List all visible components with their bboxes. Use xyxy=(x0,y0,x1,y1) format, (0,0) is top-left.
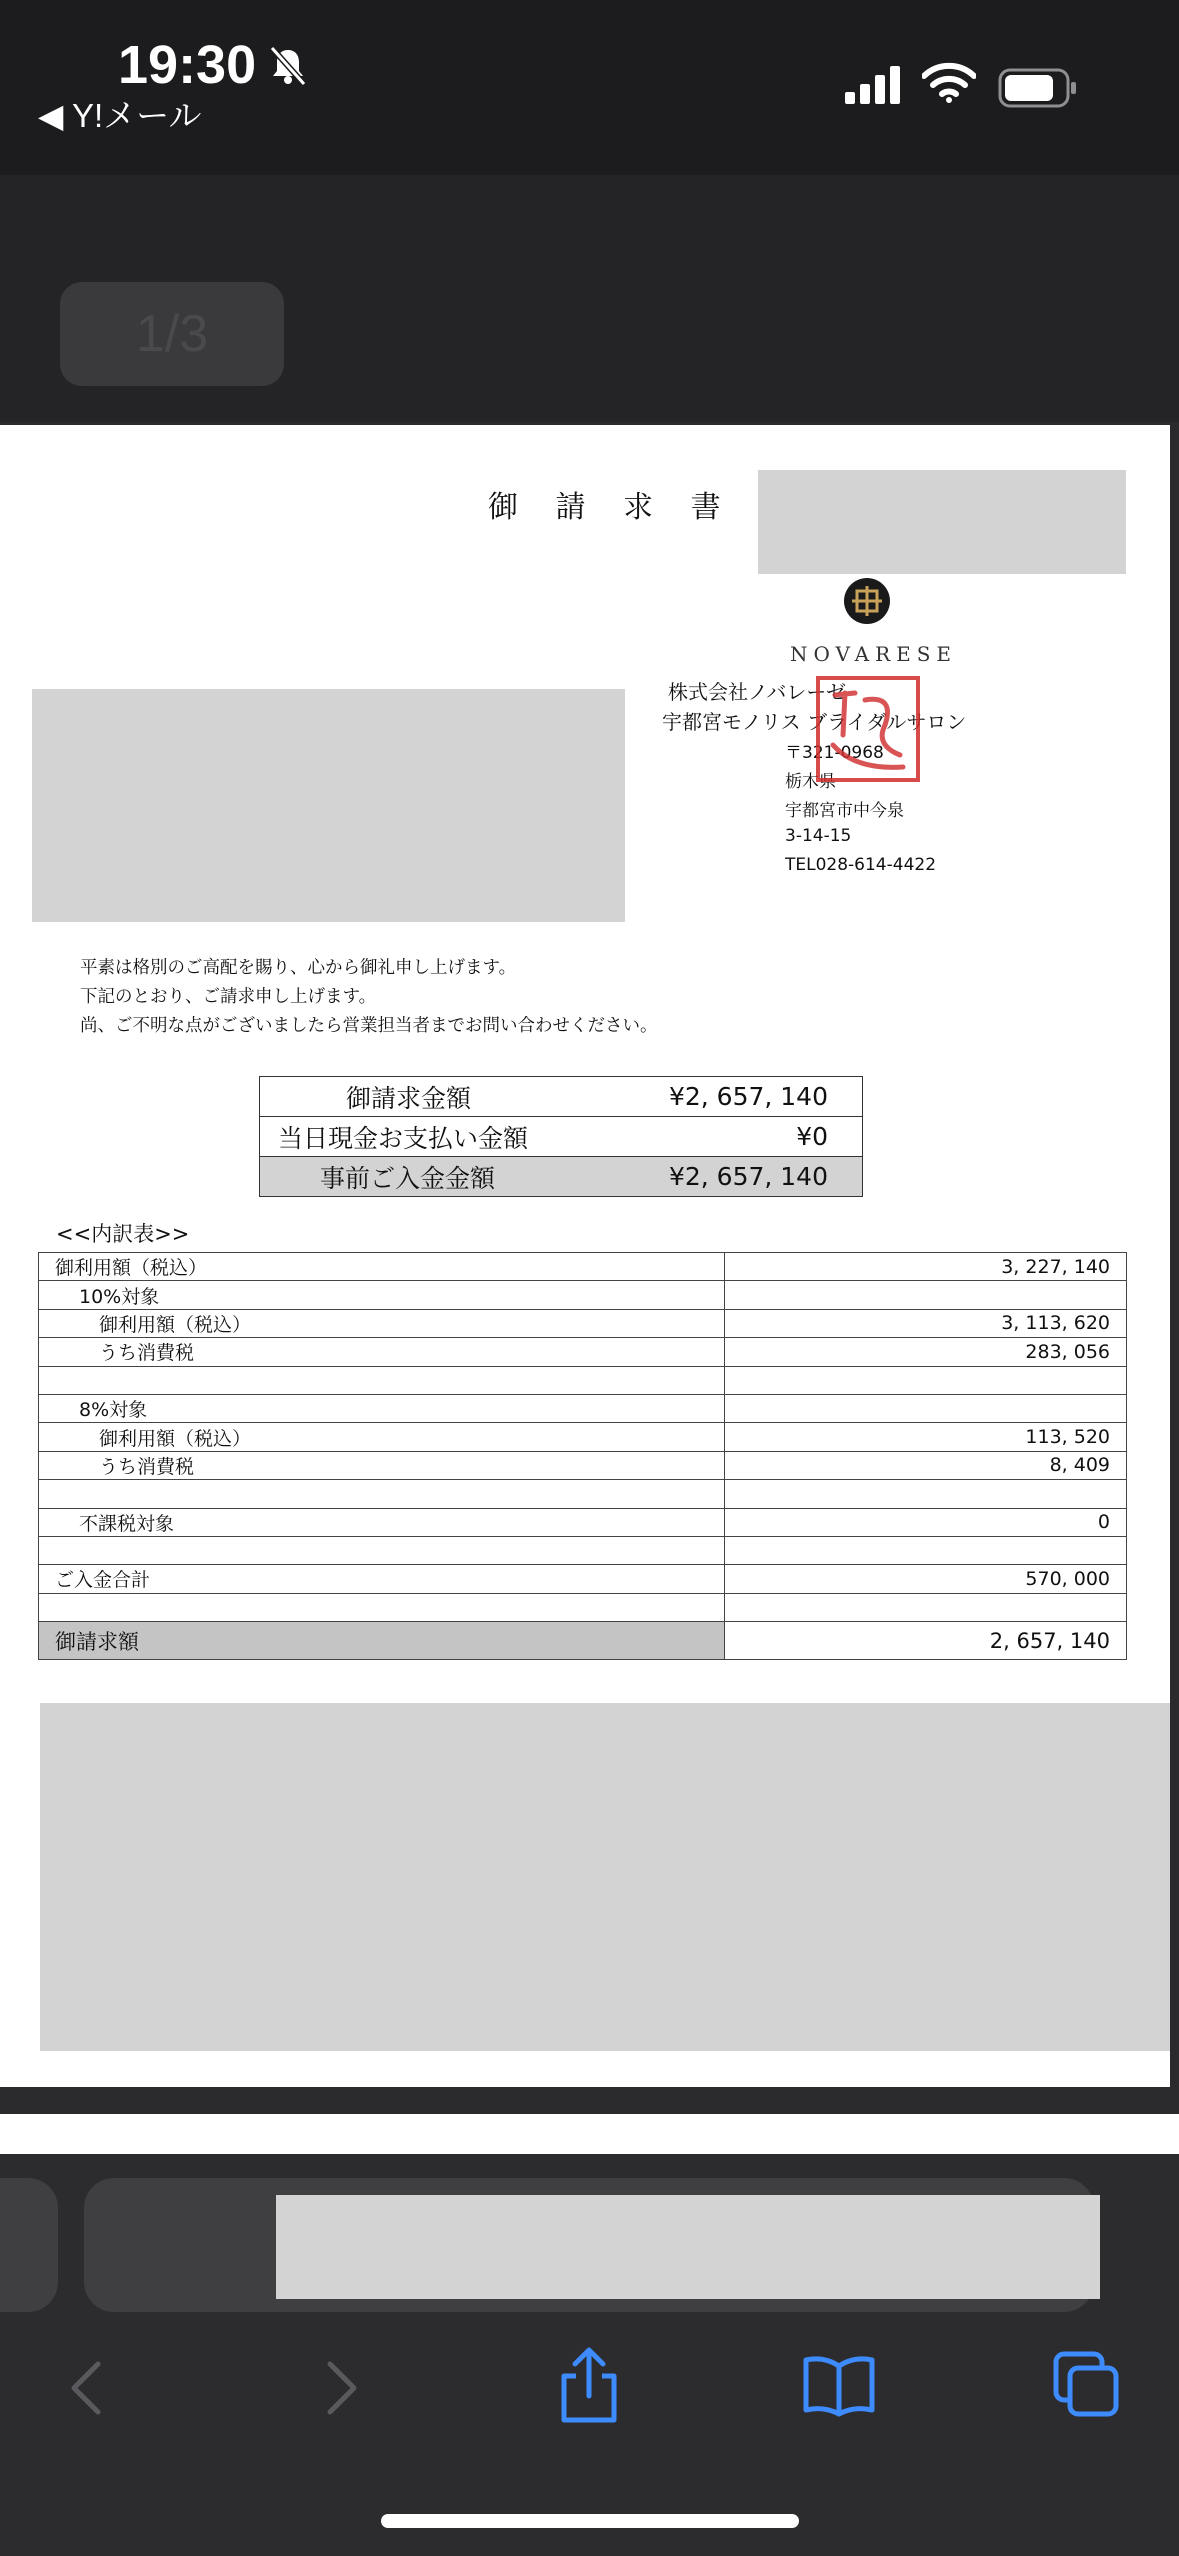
company-name: 株式会社ノバレーゼ xyxy=(668,680,846,704)
company-prefecture: 栃木県 xyxy=(785,772,836,792)
share-icon[interactable] xyxy=(556,2346,622,2426)
summary-label: 当日現金お支払い金額 xyxy=(260,1117,616,1157)
row-label: 8%対象 xyxy=(39,1394,725,1422)
novarese-logo-icon xyxy=(844,578,890,624)
table-row xyxy=(39,1593,1127,1621)
summary-row xyxy=(260,1117,863,1157)
status-time: 19:30 xyxy=(118,35,257,95)
tabs-icon[interactable] xyxy=(1052,2350,1122,2420)
table-row xyxy=(39,1536,1127,1564)
row-label: 不課税対象 xyxy=(39,1508,725,1536)
redacted-notes xyxy=(40,1703,1170,2051)
row-label: 御利用額（税込） xyxy=(39,1423,725,1451)
cellular-signal-icon xyxy=(845,64,905,104)
summary-amount: ¥2, 657, 140 xyxy=(616,1157,863,1197)
bookmarks-icon[interactable] xyxy=(802,2352,876,2418)
row-label: 10%対象 xyxy=(39,1281,725,1309)
company-logo-text: NOVARESE xyxy=(790,642,958,666)
row-value: 113, 520 xyxy=(725,1423,1127,1451)
company-city: 宇都宮市中今泉 xyxy=(785,801,904,821)
table-row xyxy=(39,1338,1127,1366)
greeting-line-3: 尚、ご不明な点がございましたら営業担当者までお問い合わせください。 xyxy=(80,1016,658,1036)
billing-summary-table xyxy=(259,1076,863,1197)
company-street: 3-14-15 xyxy=(785,826,852,846)
previous-tab-pill[interactable] xyxy=(0,2178,58,2312)
row-value: 8, 409 xyxy=(725,1451,1127,1479)
table-row xyxy=(39,1508,1127,1536)
table-row xyxy=(39,1394,1127,1422)
status-bar xyxy=(0,0,1179,175)
table-row xyxy=(39,1423,1127,1451)
company-postal: 〒321-0968 xyxy=(785,743,884,763)
table-row-total xyxy=(39,1622,1127,1660)
table-row xyxy=(39,1480,1127,1508)
row-value xyxy=(725,1593,1127,1621)
summary-label: 事前ご入金金額 xyxy=(260,1157,616,1197)
redacted-recipient xyxy=(32,689,625,922)
row-value xyxy=(725,1281,1127,1309)
back-arrow-icon[interactable] xyxy=(66,2358,106,2418)
row-label: うち消費税 xyxy=(39,1338,725,1366)
row-label: うち消費税 xyxy=(39,1451,725,1479)
table-row xyxy=(39,1253,1127,1281)
company-seal-stamp xyxy=(815,675,921,783)
bell-muted-icon xyxy=(266,44,310,88)
summary-amount: ¥2, 657, 140 xyxy=(616,1077,863,1117)
battery-icon xyxy=(998,68,1078,108)
page-gap xyxy=(0,2114,1179,2154)
row-value: 3, 113, 620 xyxy=(725,1309,1127,1337)
row-value: 283, 056 xyxy=(725,1338,1127,1366)
row-label: 御利用額（税込） xyxy=(39,1309,725,1337)
table-row xyxy=(39,1366,1127,1394)
row-label xyxy=(39,1593,725,1621)
row-value xyxy=(725,1394,1127,1422)
row-label xyxy=(39,1536,725,1564)
row-label xyxy=(39,1366,725,1394)
row-value xyxy=(725,1480,1127,1508)
row-value: 3, 227, 140 xyxy=(725,1253,1127,1281)
page-indicator: 1/3 xyxy=(60,282,284,386)
table-row xyxy=(39,1281,1127,1309)
row-label: 御請求額 xyxy=(39,1622,725,1660)
row-value: 0 xyxy=(725,1508,1127,1536)
table-row xyxy=(39,1565,1127,1593)
redacted-url xyxy=(276,2195,1100,2299)
breakdown-table xyxy=(38,1252,1127,1660)
summary-row xyxy=(260,1077,863,1117)
summary-label: 御請求金額 xyxy=(260,1077,616,1117)
back-to-app-link[interactable]: ◀ Y!メール xyxy=(38,97,202,134)
row-value: 2, 657, 140 xyxy=(725,1622,1127,1660)
table-row xyxy=(39,1309,1127,1337)
row-value xyxy=(725,1366,1127,1394)
table-row xyxy=(39,1451,1127,1479)
company-branch: 宇都宮モノリス ブライダルサロン xyxy=(662,710,967,734)
company-tel: TEL028-614-4422 xyxy=(785,855,937,875)
home-indicator[interactable] xyxy=(381,2514,799,2528)
row-label: ご入金合計 xyxy=(39,1565,725,1593)
forward-arrow-icon[interactable] xyxy=(322,2358,362,2418)
summary-row xyxy=(260,1157,863,1197)
greeting-line-1: 平素は格別のご高配を賜り、心から御礼申し上げます。 xyxy=(80,958,517,978)
wifi-icon xyxy=(922,62,976,104)
greeting-line-2: 下記のとおり、ご請求申し上げます。 xyxy=(80,987,377,1007)
row-label xyxy=(39,1480,725,1508)
breakdown-title: <<内訳表>> xyxy=(56,1222,190,1246)
redacted-block xyxy=(758,470,1126,574)
row-value xyxy=(725,1536,1127,1564)
invoice-title: 御 請 求 書 xyxy=(488,490,735,525)
summary-amount: ¥0 xyxy=(616,1117,863,1157)
row-label: 御利用額（税込） xyxy=(39,1253,725,1281)
row-value: 570, 000 xyxy=(725,1565,1127,1593)
